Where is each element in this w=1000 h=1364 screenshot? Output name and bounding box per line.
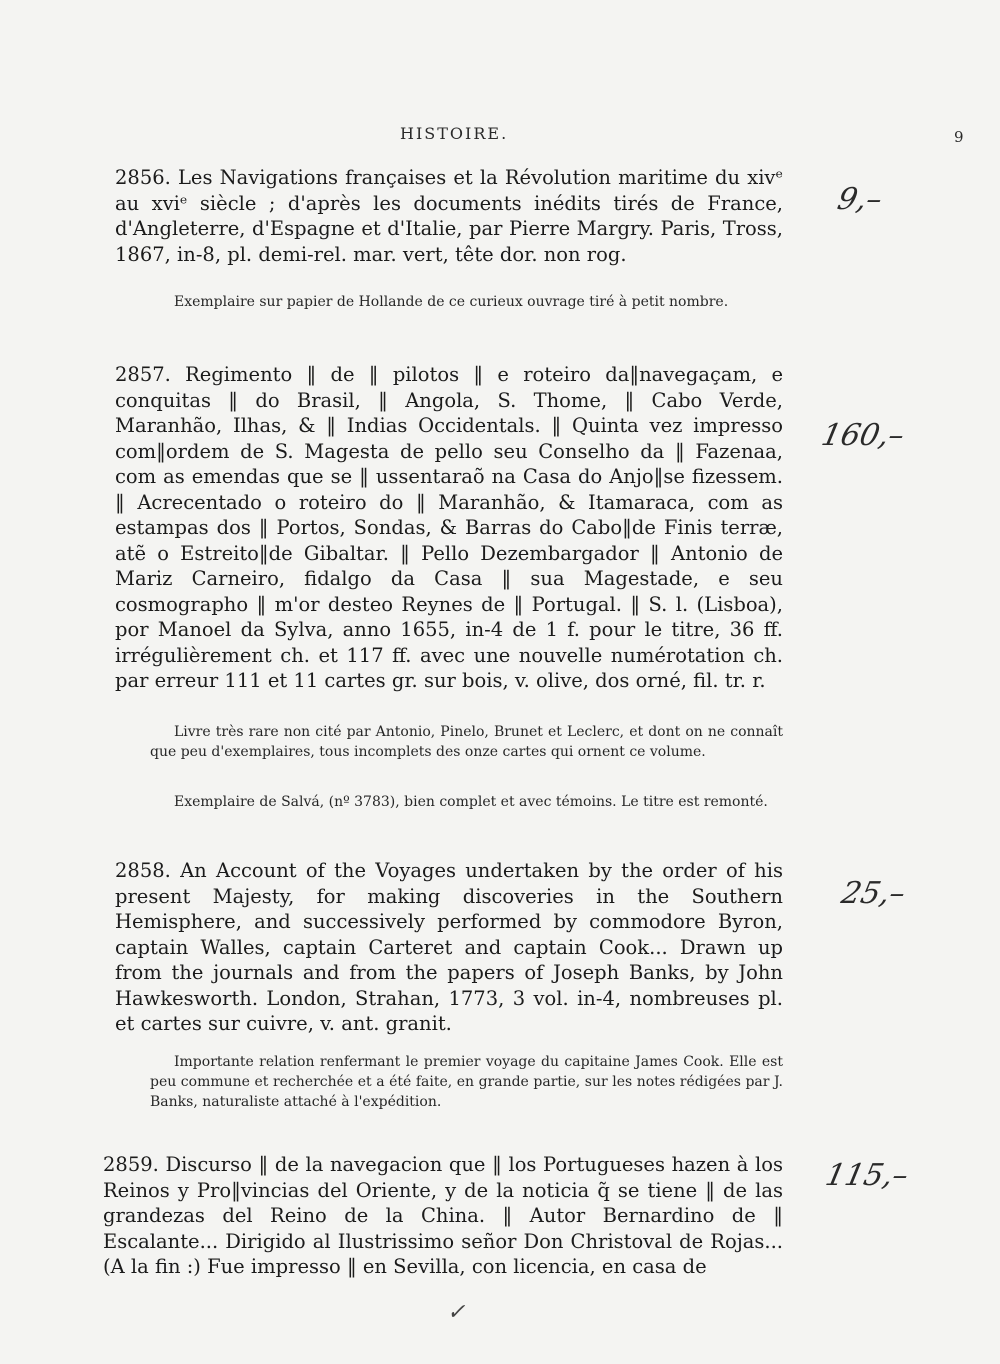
entry-2859: 2859. Discurso ‖ de la navegacion que ‖ los Portugueses hazen à los Reinos y Pro‖vincias del Oriente, y de la noticia q̃ se tiene ‖ de las grandezas del Reino de la China. ‖ Autor Bernardino de ‖ Escalante... Dirigido al Ilustrissimo señor Don Christoval de Rojas... (A la fin :) Fue impresso ‖ en Sevilla, con licencia, en casa de	[103, 1153, 783, 1278]
price-2857: 160,–	[818, 418, 908, 453]
check-mark: ✓	[447, 1300, 466, 1325]
running-head: HISTOIRE.	[400, 124, 509, 143]
price-2858: 25,–	[838, 876, 909, 911]
price-2856: 9,–	[834, 182, 886, 217]
page-number: 9	[954, 128, 964, 146]
note-2858: Importante relation renfermant le premier voyage du capitaine James Cook. Elle est peu commune et recherchée et a été faite, en grande partie, sur les notes rédigées par J. Banks, naturaliste attaché à l'expédition.	[150, 1054, 783, 1110]
entry-2856: 2856. Les Navigations françaises et la Révolution maritime du xivᵉ au xviᵉ siècle ; d'après les documents inédits tirés de France, d'Angleterre, d'Espagne et d'Italie, par Pierre Margry. Paris, Tross, 1867, in-8, pl. demi-rel. mar. vert, tête dor. non rog.	[115, 166, 783, 266]
note-2856: Exemplaire sur papier de Hollande de ce curieux ouvrage tiré à petit nombre.	[174, 294, 729, 310]
entry-2857: 2857. Regimento ‖ de ‖ pilotos ‖ e roteiro da‖navegaçam, e conquitas ‖ do Brasil, ‖ Angola, S. Thome, ‖ Cabo Verde, Maranhão, Ilhas, & ‖ Indias Occidentals. ‖ Quinta vez impresso com‖ordem de S. Magesta de pello seu Conselho da ‖ Fazenaa, com as emendas que se ‖ ussentaraõ na Casa do Anjo‖se fizessem. ‖ Acrecentado o roteiro do ‖ Maranhão, & Itamaraca, com as estampas dos ‖ Portos, Sondas, & Barras do Cabo‖de Finis terræ, atẽ o Estreito‖de Gibaltar. ‖ Pello Dezembargador ‖ Antonio de Mariz Carneiro, fidalgo da Casa ‖ sua Magestade, e seu cosmographo ‖ m'or desteo Reynes de ‖ Portugal. ‖ S. l. (Lisboa), por Manoel da Sylva, anno 1655, in-4 de 1 f. pour le titre, 36 ff. irrégulièrement ch. et 117 ff. avec une nouvelle numérotation ch. par erreur 111 et 11 cartes gr. sur bois, v. olive, dos orné, fil. tr. r.	[115, 363, 783, 692]
price-2859: 115,–	[822, 1158, 912, 1193]
entry-2858: 2858. An Account of the Voyages undertaken by the order of his present Majesty, for making discoveries in the Southern Hemisphere, and successively performed by commodore Byron, captain Walles, captain Carteret and captain Cook... Drawn up from the journals and from the papers of Joseph Banks, by John Hawkesworth. London, Strahan, 1773, 3 vol. in-4, nombreuses pl. et cartes sur cuivre, v. ant. granit.	[115, 859, 783, 1035]
note-2857-b: Exemplaire de Salvá, (nº 3783), bien complet et avec témoins. Le titre est remonté.	[174, 794, 768, 810]
note-2857-a: Livre très rare non cité par Antonio, Pinelo, Brunet et Leclerc, et dont on ne connaît que peu d'exemplaires, tous incomplets des onze cartes qui ornent ce volume.	[150, 724, 783, 760]
